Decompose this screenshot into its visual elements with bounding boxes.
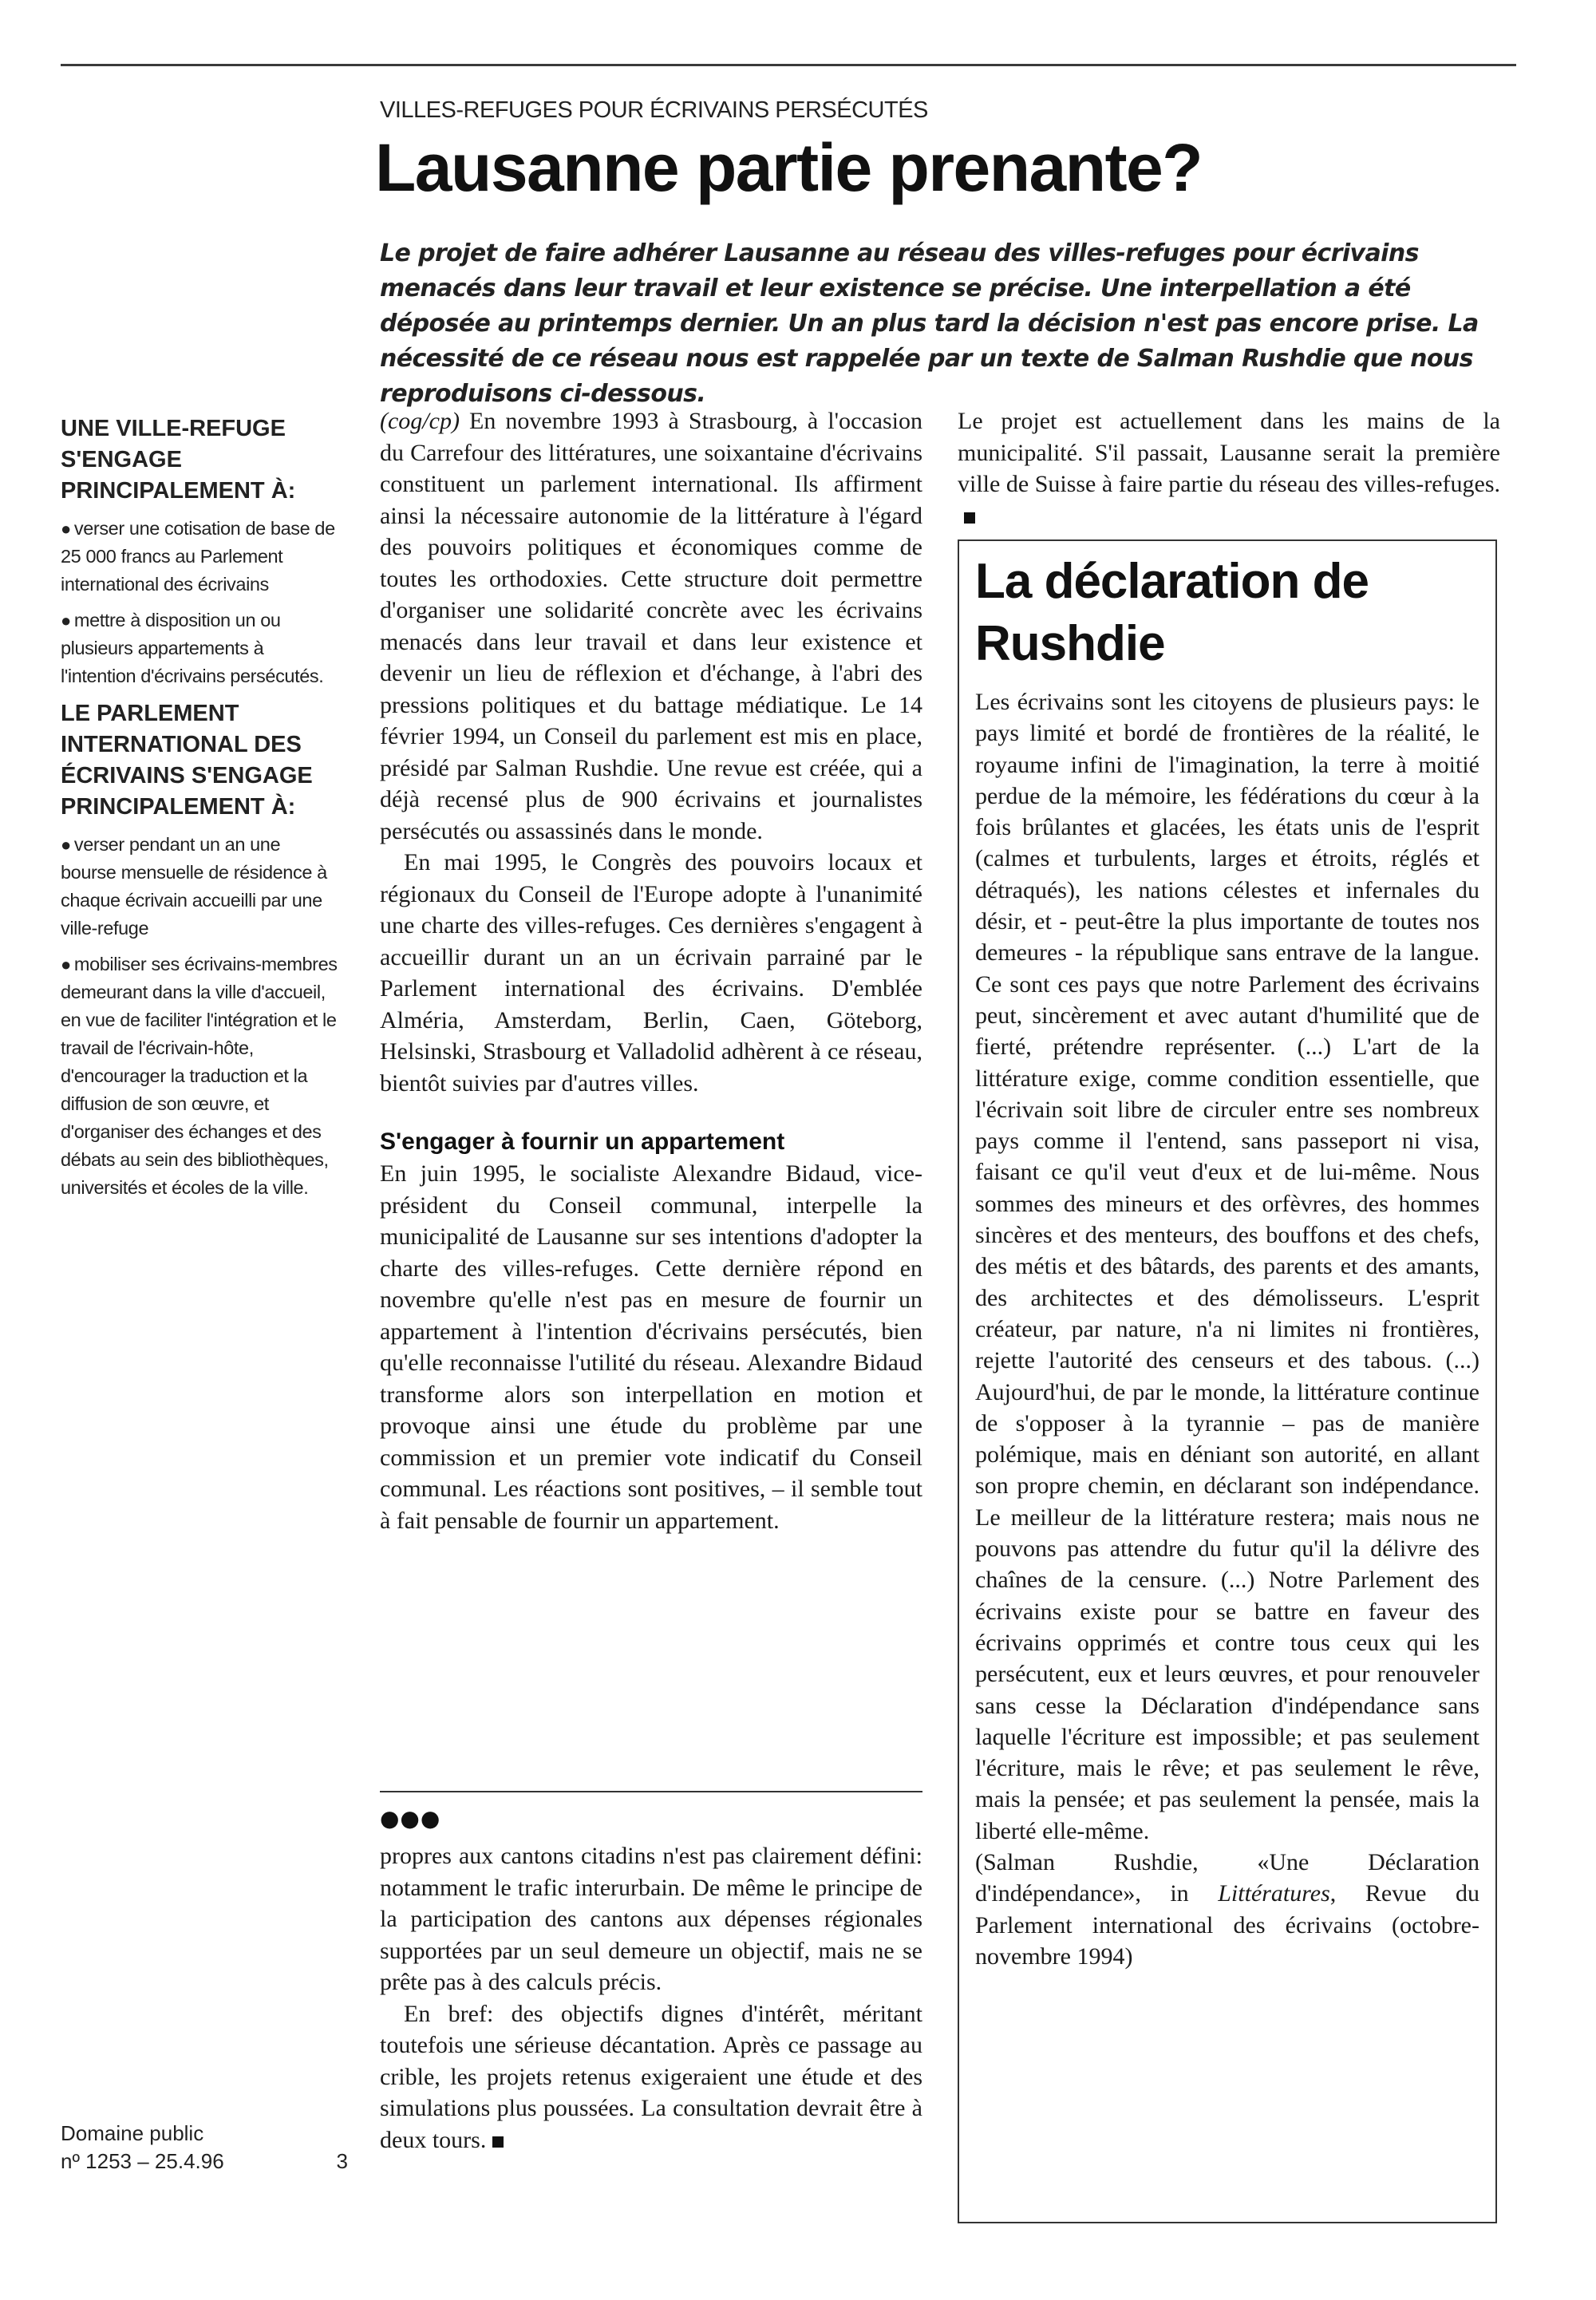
article-subhead: S'engager à fournir un appartement [380,1128,785,1155]
sidebar-item: ● verser pendant un an une bourse mensuelle de résidence à chaque écrivain accueilli par une ville-refuge [61,834,327,939]
headline: Lausanne partie prenante? [375,130,1203,205]
section-divider [380,1791,922,1792]
sidebar-item: ● mettre à disposition un ou plusieurs appartements à l'intention d'écrivains persécutés. [61,610,324,686]
kicker: VILLES-REFUGES POUR ÉCRIVAINS PERSÉCUTÉS [380,97,928,123]
bullet-icon: ● [61,954,71,974]
publication-name: Domaine public [61,2121,204,2145]
issue-info: nº 1253 – 25.4.96 [61,2149,224,2173]
declaration-box [958,539,1497,2223]
sidebar-heading-parlement: LE PARLEMENT INTERNATIONAL DES ÉCRIVAINS S'ENGAGE PRINCIPALEMENT À: [61,701,313,820]
sidebar-heading-ville: UNE VILLE-REFUGE S'ENGAGE PRINCIPALEMENT À: [61,416,296,504]
article-column-1 [380,405,922,1536]
sidebar [61,413,340,1210]
declaration-title: La déclaration de Rushdie [975,554,1369,671]
top-rule [61,64,1516,66]
declaration-body [975,686,1479,1972]
declaration-source: (Salman Rushdie, «Une Déclaration d'indépendance», in Littératures, Revue du Parlement international des écrivains (octobre-novembre 1994) [975,1848,1479,1970]
end-mark-icon [492,2136,504,2148]
article-column-2 [958,405,1500,532]
bullet-icon: ● [61,519,71,539]
article-paragraph: En mai 1995, le Congrès des pouvoirs locaux et régionaux du Conseil de l'Europe adopte à l'unanimité une charte des villes-refuges. Ces dernières s'engagent à accueillir durant un an un écrivain parrainé par le Parlement international des écrivains. D'emblée Alméria, Amsterdam, Berlin, Caen, Göteborg, Helsinski, Strasbourg et Valladolid adhèrent à ce réseau, bientôt suivies par d'autres villes. [380,849,922,1097]
continuation-column [380,1840,922,2156]
journal-title: Littératures [1218,1880,1330,1907]
sidebar-item: ● mobiliser ses écrivains-membres demeurant dans la ville d'accueil, en vue de faciliter l'intégration et le travail de l'écrivain-hôte, d'encourager la traduction et la diffusion de son œuvre, et d'organiser des échanges et des débats au sein des bibliothèques, universités et écoles de la ville. [61,954,338,1198]
continuation-marker: ●●● [380,1805,441,1832]
continuation-paragraph: En bref: des objectifs dignes d'intérêt, méritant toutefois une sérieuse décantation. Après ce passage au crible, les projets retenus exigeraient une étude et des simulations plus poussées. La consultation devrait être à deux tours. [380,2000,922,2153]
article-paragraph: (cog/cp) En novembre 1993 à Strasbourg, à l'occasion du Carrefour des littératures, une soixantaine d'écrivains constituent un parlement international. Ils affirment ainsi la nécessaire autonomie de la littérature à l'égard des pouvoirs politiques et économiques comme de toutes les orthodoxies. Cette structure doit permettre d'organiser une solidarité concrète avec les écrivains menacés dans leur travail et dans leur existence et devenir un lieu de réflexion et d'échange, à l'abri des pressions politiques et du battage médiatique. Le 14 février 1994, un Conseil du parlement est mis en place, présidé par Salman Rushdie. Une revue est créée, qui a déjà recensé plus de 900 écrivains et journalistes persécutés ou assassinés dans le monde. [380,408,922,844]
lede: Le projet de faire adhérer Lausanne au réseau des villes-refuges pour écrivains menacés dans leur travail et leur existence se précise. Une interpellation a été déposée au printemps dernier. Un an plus tard la décision n'est pas encore prise. La nécessité de ce réseau nous est rappelée par un texte de Salman Rushdie que nous reproduisons ci-dessous. [380,239,1479,408]
page-footer [61,2120,348,2176]
bullet-icon: ● [61,835,71,855]
page-number: 3 [336,2149,348,2173]
article-paragraph: En juin 1995, le socialiste Alexandre Bidaud, vice-président du Conseil communal, interpelle la municipalité de Lausanne sur ses intentions d'adopter la charte des villes-refuges. Cette dernière répond en novembre qu'elle n'est pas en mesure de fournir un appartement à l'intention d'écrivains persécutés, bien qu'elle reconnaisse l'utilité du réseau. Alexandre Bidaud transforme alors son interpellation en motion et provoque ainsi une étude du problème par une commission et un premier vote indicatif du Conseil communal. Les réactions sont positives, – il semble tout à fait pensable de fournir un appartement. [380,1160,922,1534]
bullet-icon: ● [61,611,71,630]
end-mark-icon [964,512,975,524]
sidebar-item: ● verser une cotisation de base de 25 000 francs au Parlement international des écrivains [61,518,335,595]
article-paragraph: Le projet est actuellement dans les mains de la municipalité. S'il passait, Lausanne serait la première ville de Suisse à faire partie du réseau des villes-refuges. [958,405,1500,532]
continuation-paragraph: propres aux cantons citadins n'est pas clairement défini: notamment le trafic interurbain. De même le principe de la participation des cantons aux dépenses régionales supportées par un seul demeure un objectif, mais ne se prête pas à des calculs précis. [380,1843,922,1995]
declaration-text: Les écrivains sont les citoyens de plusieurs pays: le pays limité et bordé de frontières de la réalité, le royaume infini de l'imagination, la terre à moitié perdue de la mémoire, les fédérations du cœur à la fois brûlantes et glacées, les états unis de l'esprit (calmes et turbulents, larges et étroits, réglés et détraqués), les nations célestes et infernales du désir, et - peut-être la plus importante de toutes nos demeures - la république sans entrave de la langue. Ce sont ces pays que notre Parlement des écrivains peut, sincèrement et avec autant d'humilité que de fierté, prétendre représenter. (...) L'art de la littérature exige, comme condition essentielle, que l'écrivain soit libre de circuler entre ses nombreux pays comme il l'entend, sans passeport ni visa, faisant ce qu'il veut d'eux et de lui-même. Nous sommes des mineurs et des orfèvres, des hommes sincères et des menteurs, des bouffons et des chefs, des métis et des bâtards, des parents et des amants, des architectes et des démolisseurs. L'esprit créateur, par nature, n'a ni limites ni frontières, rejette l'autorité des censeurs et des tabous. (...) Aujourd'hui, de par le monde, la littérature continue de s'opposer à la tyrannie – pas de manière polémique, mais en déniant son autorité, en allant son propre chemin, en déclarant son indépendance. Le meilleur de la littérature restera; mais nous ne pouvons pas attendre du futur qu'il la délivre des chaînes de la censure. (...) Notre Parlement des écrivains existe pour se battre en faveur des écrivains opprimés et contre tous ceux qui les persécutent, eux et leurs œuvres, et pour renouveler sans cesse la Déclaration d'indépendance sans laquelle l'écriture est impossible; et pas seulement l'écriture, mais le rêve; et pas seulement le rêve, mais la pensée; et pas seulement la pensée, mais la liberté elle-même. [975,689,1479,1844]
byline: (cog/cp) [380,408,460,434]
